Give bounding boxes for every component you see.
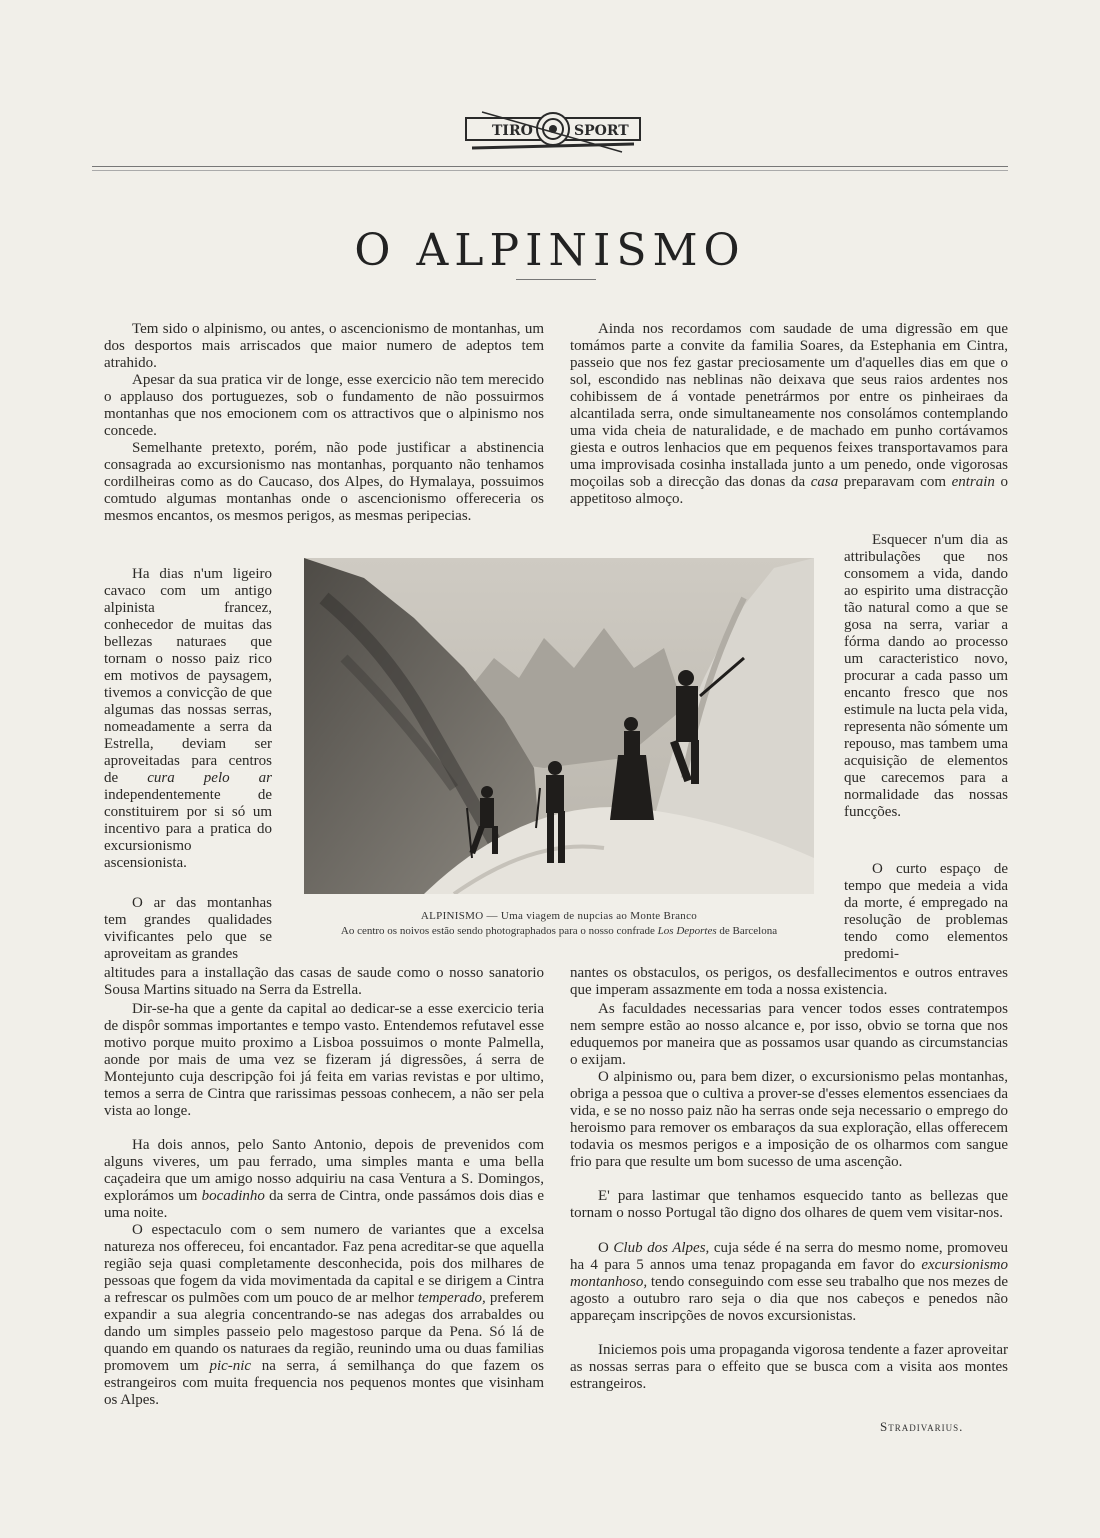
left-paragraph-4-emphasis: cura pelo ar <box>147 770 272 786</box>
right-paragraph-3-start: O curto espaço de tempo que medeia a vida da morte, é empregado na resolução de problemas tendo como elementos predomi- <box>844 861 1008 962</box>
svg-text:TIRO: TIRO <box>492 123 533 139</box>
right-paragraph-7-text-mid: cuja séde é na serra do mesmo nome, promoveu ha 4 para 5 annos uma tenaz propaganda em favor do <box>570 1240 1008 1273</box>
right-paragraph-1-emphasis-2: entrain <box>951 474 995 490</box>
left-paragraph-4-text-end: independentemente de constituirem por si só um incentivo para a pratica do excursionismo ascensionista. <box>104 787 272 871</box>
left-paragraph-8-emphasis-2: pic-nic <box>209 1358 252 1374</box>
left-paragraph-8-text-mid: preferem expandir a sua alegria concentrando-se nas adegas dos arrabaldes ou dando um simples passeio pelo magestoso parque da Pena. Só lá de quando em quando os naturaes da região, reunindo uma ou duas familias promovem um <box>104 1290 545 1374</box>
right-paragraph-8: Iniciemos pois uma propaganda vigorosa tendente a fazer aproveitar as nossas serras para o effeito que se busca com a visita aos montes estrangeiros. <box>570 1342 1008 1392</box>
alpinism-photo <box>304 558 814 894</box>
right-paragraph-1 <box>570 321 1008 508</box>
photo-caption-emphasis: Los Deportes <box>657 925 717 937</box>
left-paragraph-7-text: Ha dois annos, pelo Santo Antonio, depois de prevenidos com alguns viveres, um pau ferrado, uma simples manta e uma bella caçadeira que um amigo nosso adquiriu na casa Ventura a S. Domingos, explorámos um <box>104 1137 544 1204</box>
right-paragraph-7-emphasis-2: excursionismo montanhoso, <box>570 1257 1009 1290</box>
right-paragraph-2: Esquecer n'um dia as attribulações que nos consomem a vida, dando ao espirito uma distracção tão natural como a que se gosa na serra, variar a fórma dando ao processo um caracteristico novo, procurar a cada passo um encanto fresco que nos estimule na lucta pela vida, representa não sómente um repouso, mas tambem uma acquisição de elementos que carecemos para a normalidade das nossas funcções. <box>844 532 1008 820</box>
left-paragraph-6: Dir-se-ha que a gente da capital ao dedicar-se a esse exercicio teria de dispôr sommas importantes e tempo vasto. Entendemos refutavel esse motivo porque muito proximo a Lisboa possuimos o monte Palmella, aonde por mais de uma vez se fizeram já digressões, á serra de Montejunto cuja descripção foi já feita em varias revistas e por ultimo, temos a serra de Cintra que rarissimas pessoas conhecem, a não ser pela vista ao longe. <box>104 1001 544 1119</box>
left-paragraph-4 <box>104 566 272 895</box>
right-paragraph-3-end: nantes os obstaculos, os perigos, os desfallecimentos e outros entraves que imperam assazmente em toda a nossa existencia. <box>570 965 1008 998</box>
right-paragraph-7-text-end: tendo conseguindo com esse seu trabalho que nos mezes de agosto a outubro raro seja o dia que nos cabeços e penedos não appareçam inscripções de novos excursionistas. <box>570 1274 1009 1324</box>
right-paragraph-1-text: Ainda nos recordamos com saudade de uma digressão em que tomámos parte a convite da familia Soares, da Estephania em Cintra, passeio que nos fez gastar preciosamente um d'aquelles dias em que o sol, escondido nas neblinas não deixava que seus raios ardentes nos cohibissem de á vontade penetrármos por entre os pinheiraes da alcantilada serra, onde simultaneamente nos consolámos contemplando uma vida cheia de naturalidade, e de machado em punho cortávamos giesta e outros lenhacios que em pequenos feixes transportavamos para uma improvisada cosinha installada junto a um penedo, onde vigorosas moçoilas sob a direcção das donas da <box>570 321 1008 490</box>
left-paragraph-8-text-end: na serra, á semilhança do que fazem os estrangeiros com muita frequencia nos pequenos montes que visinham os Alpes. <box>104 1358 545 1408</box>
tiro-e-sport-logo <box>462 104 644 158</box>
left-paragraph-5-start: O ar das montanhas tem grandes qualidades vivificantes pelo que se aproveitam as grandes <box>104 895 272 962</box>
right-paragraph-7-text: O <box>598 1240 609 1256</box>
left-paragraph-4-text: Ha dias n'um ligeiro cavaco com um antigo alpinista francez, conhecedor de muitas das bellezas naturaes que tornam o nosso paiz rico em motivos de paysagem, tivemos a convicção de que algumas das nossas serras, nomeadamente a serra da Estrella, deviam ser aproveitadas para centros de <box>104 566 272 786</box>
article-title: O ALPINISMO <box>354 225 746 277</box>
photo-caption-text-end: de Barcelona <box>719 925 778 937</box>
photo-caption-text: Ao centro os noivos estão sendo photographados para o nosso confrade <box>340 925 655 937</box>
svg-text:SPORT: SPORT <box>574 123 629 139</box>
photo-caption-line-2 <box>294 925 824 937</box>
right-paragraph-7 <box>570 1240 1008 1325</box>
left-paragraph-8-emphasis-1: temperado, <box>417 1290 486 1306</box>
left-paragraph-8-text: O espectaculo com o sem numero de variantes que a excelsa natureza nos offereceu, foi encantador. Faz pena acreditar-se que aquella região seja quasi completamente desconhecida, pois dos milhares de pessoas que fogem da vida movimentada da capital e se dirigem a Cintra a refrescar os pulmões com um pouco de ar melhor <box>104 1222 544 1306</box>
left-paragraph-2: Apesar da sua pratica vir de longe, esse exercicio não tem merecido o applauso dos portuguezes, sob o fundamento de não possuirmos montanhas que nos emocionem com os attractivos que o alpinismo nos concede. <box>104 372 544 439</box>
title-divider <box>516 279 596 280</box>
left-paragraph-7 <box>104 1137 544 1222</box>
author-signature: Stradivarius. <box>880 1419 964 1434</box>
right-paragraph-7-emphasis-1: Club dos Alpes, <box>613 1240 710 1256</box>
right-paragraph-1-emphasis-1: casa <box>810 474 839 490</box>
left-paragraph-5-end: altitudes para a installação das casas de saude como o nosso sanatorio Sousa Martins situado na Serra da Estrella. <box>104 965 544 998</box>
header-rule-secondary <box>92 170 1008 171</box>
photo-caption-line-1: ALPINISMO — Uma viagem de nupcias ao Monte Branco <box>420 910 698 922</box>
right-paragraph-6: E' para lastimar que tenhamos esquecido tanto as bellezas que tornam o nosso Portugal tão digno dos olhares de quem vem visitar-nos. <box>570 1188 1008 1221</box>
left-paragraph-7-text-end: da serra de Cintra, onde passámos dois dias e uma noite. <box>104 1188 545 1221</box>
right-paragraph-4: As faculdades necessarias para vencer todos esses contratempos nem sempre estão ao nosso alcance e, por isso, obvio se torna que nos eduquemos por maneira que as possamos usar quando as circumstancias o exijam. <box>570 1001 1008 1068</box>
left-paragraph-7-emphasis: bocadinho <box>201 1188 265 1204</box>
left-paragraph-1: Tem sido o alpinismo, ou antes, o ascencionismo de montanhas, um dos desportos mais arriscados que maior numero de adeptos tem atrahido. <box>104 321 544 371</box>
left-paragraph-3-text: Semelhante pretexto, porém, não pode justificar a abstinencia consagrada ao excursionismo nas montanhas, porquanto não tenhamos cordilheiras como as do Caucaso, dos Alpes, do Hymalaya, possuimos comtudo algumas montanhas onde o ascencionismo offereceria os mesmos encantos, os mesmos perigos, as mesmas peripecias. <box>104 440 544 524</box>
left-paragraph-3 <box>104 440 544 559</box>
right-paragraph-5: O alpinismo ou, para bem dizer, o excursionismo pelas montanhas, obriga a pessoa que o cultiva a prover-se d'esses elementos essenciaes da vida, e se no nosso paiz não ha serras onde seja necessario o emprego do heroismo para remover os embaraços da sua exploração, ellas offerecem todavia os mesmos perigos e a imposição de os olharmos com sangue frio para que resulte um bom sucesso de uma ascenção. <box>570 1069 1008 1170</box>
right-paragraph-1-text-mid: preparavam com <box>843 474 946 490</box>
right-paragraph-1-text-end: o appetitoso almoço. <box>570 474 1009 507</box>
left-paragraph-8 <box>104 1222 544 1409</box>
header-rule <box>92 166 1008 167</box>
